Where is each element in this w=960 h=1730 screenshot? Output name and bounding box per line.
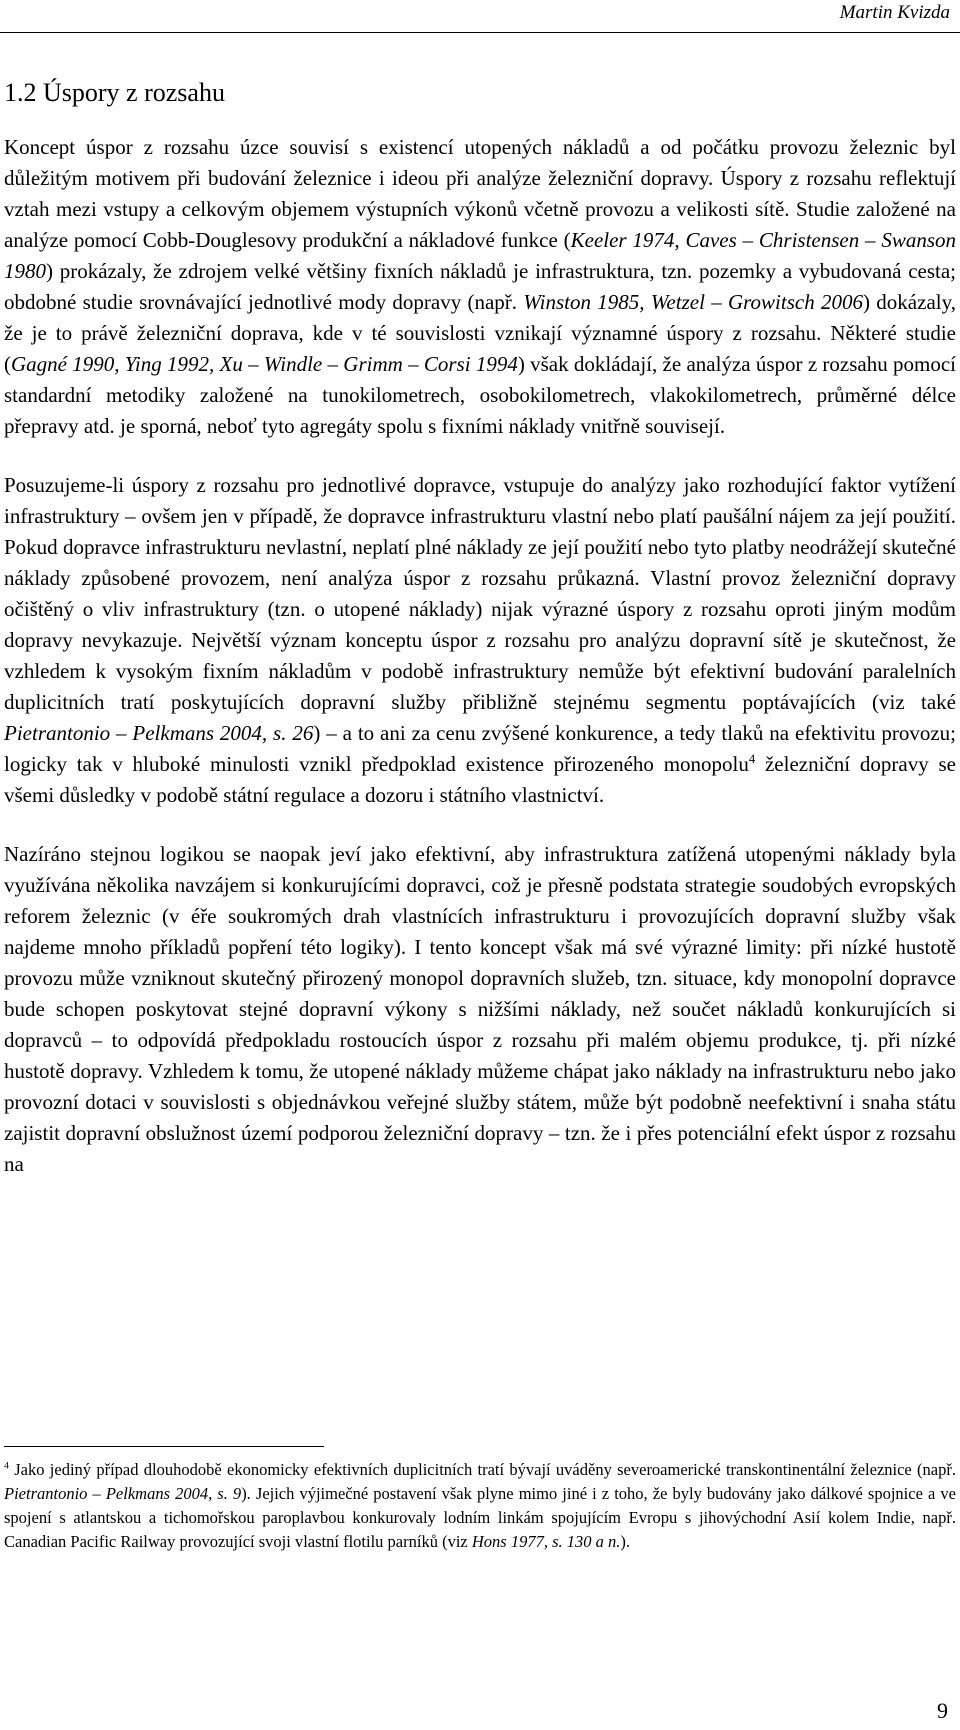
citation: Pietrantonio – Pelkmans 2004, s. 26 [4,721,314,745]
running-header-author: Martin Kvizda [839,2,950,23]
citation: Hons 1977, s. 130 a n. [471,1532,621,1551]
citation: Winston 1985, Wetzel – Growitsch 2006 [523,290,864,314]
text-run: ) – a to ani za cenu zvýšené konkurence, a tedy tlaků na efektivitu provozu; logicky tak v hluboké minulosti vznikl předpoklad existence přirozeného monopolu [4,721,956,776]
text-run: ). Jejich výjimečné postavení však plyne mimo jiné i z toho, že byly budovány jako dálkové spojnice a ve spojení s atlantskou a tichomořskou paroplavbou konkurovaly lodním linkám spojujícím Evropu s jihovýchodní Asií kolem Indie, např. Canadian Pacific Railway provozující svoji vlastní flotilu parníků (viz [4,1484,956,1551]
citation: Pietrantonio – Pelkmans 2004, s. 9 [4,1484,242,1503]
footnote-divider [4,1446,324,1447]
text-run: železniční dopravy se všemi důsledky v podobě státní regulace a dozoru i státního vlastnictví. [4,752,957,807]
citation: Gagné 1990, Ying 1992, Xu – Windle – Grimm – Corsi 1994 [11,352,518,376]
section-title: 1.2 Úspory z rozsahu [4,78,225,107]
text-run: ) prokázaly, že zdrojem velké většiny fixních nákladů je infrastruktura, tzn. pozemky a vybudovaná cesta; obdobné studie srovnávající jednotlivé mody dopravy (např. [4,259,956,314]
paragraph [4,839,956,1180]
footnote-marker: 4 [748,752,756,766]
text-run: Koncept úspor z rozsahu úzce souvisí s existencí utopených nákladů a od počátku provozu železnic byl důležitým motivem při budování železnice i ideou při analýze železniční dopravy. Úspory z rozsahu reflektují vztah mezi vstupy a celkovým objemem výstupních výkonů včetně provozu a velikosti sítě. Studie založené na analýze pomocí Cobb-Douglesovy produkční a nákladové funkce ( [4,135,956,252]
text-run: ) dokázaly, že je to právě železniční doprava, kde v té souvislosti vznikají významné úspory z rozsahu. Některé studie ( [4,290,956,376]
text-run: ). [620,1532,630,1551]
footnote [4,1458,956,1554]
text-run: Nazíráno stejnou logikou se naopak jeví jako efektivní, aby infrastruktura zatížená utopenými náklady byla využívána několika navzájem si konkurujícími dopravci, což je přesně podstata strategie soudobých evropských reforem železnic (v éře soukromých drah vlastnících infrastrukturu i provozujících dopravní služby však najdeme mnoho příkladů popření této logiky). I tento koncept však má své výrazné limity: při nízké hustotě provozu může vzniknout skutečný přirozený monopol dopravních služeb, tzn. situace, kdy monopolní dopravce bude schopen poskytovat stejné dopravní výkony s nižšími náklady, než součet nákladů konkurujících si dopravců – to odpovídá předpokladu rostoucích úspor z rozsahu při malém objemu produkce, tj. při nízké hustotě dopravy. Vzhledem k tomu, že utopené náklady můžeme chápat jako náklady na infrastrukturu nebo jako provozní dotaci v souvislosti s objednávkou veřejné služby státem, může být podobně neefektivní i snaha státu zajistit dopravní obslužnost území podporou železniční dopravy – tzn. že i přes potenciální efekt úspor z rozsahu na [4,842,956,1176]
footnote-marker: 4 [4,1460,9,1472]
text-run: ) však dokládají, že analýza úspor z rozsahu pomocí standardní metodiky založené na tunokilometrech, osobokilometrech, vlakokilometrech, průměrné délce přepravy atd. je sporná, neboť tyto agregáty spolu s fixními náklady vnitřně souvisejí. [4,352,956,438]
header-divider [0,32,960,33]
text-run: Posuzujeme-li úspory z rozsahu pro jednotlivé dopravce, vstupuje do analýzy jako rozhodující faktor vytížení infrastruktury – ovšem jen v případě, že dopravce infrastrukturu vlastní nebo platí paušální nájem za její použití. Pokud dopravce infrastrukturu nevlastní, neplatí plné náklady ze její použití nebo tyto platby neodrážejí skutečné náklady způsobené provozem, není analýza úspor z rozsahu průkazná. Vlastní provoz železniční dopravy očištěný o vliv infrastruktury (tzn. o utopené náklady) nijak výrazné úspory z rozsahu oproti jiným modům dopravy nevykazuje. Největší význam konceptu úspor z rozsahu pro analýzu dopravní sítě je skutečnost, že vzhledem k vysokým fixním nákladům v podobě infrastruktury nemůže být efektivní budování paralelních duplicitních tratí poskytujících dopravní služby přibližně stejnému segmentu poptávajících (viz také [4,473,956,714]
page-number: 9 [937,1698,948,1723]
body-text [4,132,956,1208]
paragraph [4,470,956,811]
paragraph [4,132,956,442]
text-run: Jako jediný případ dlouhodobě ekonomicky efektivních duplicitních tratí bývají uváděny severoamerické transkontinentální železnice (např. [8,1460,956,1479]
citation: Keeler 1974, Caves – Christensen – Swanson 1980 [4,228,957,283]
